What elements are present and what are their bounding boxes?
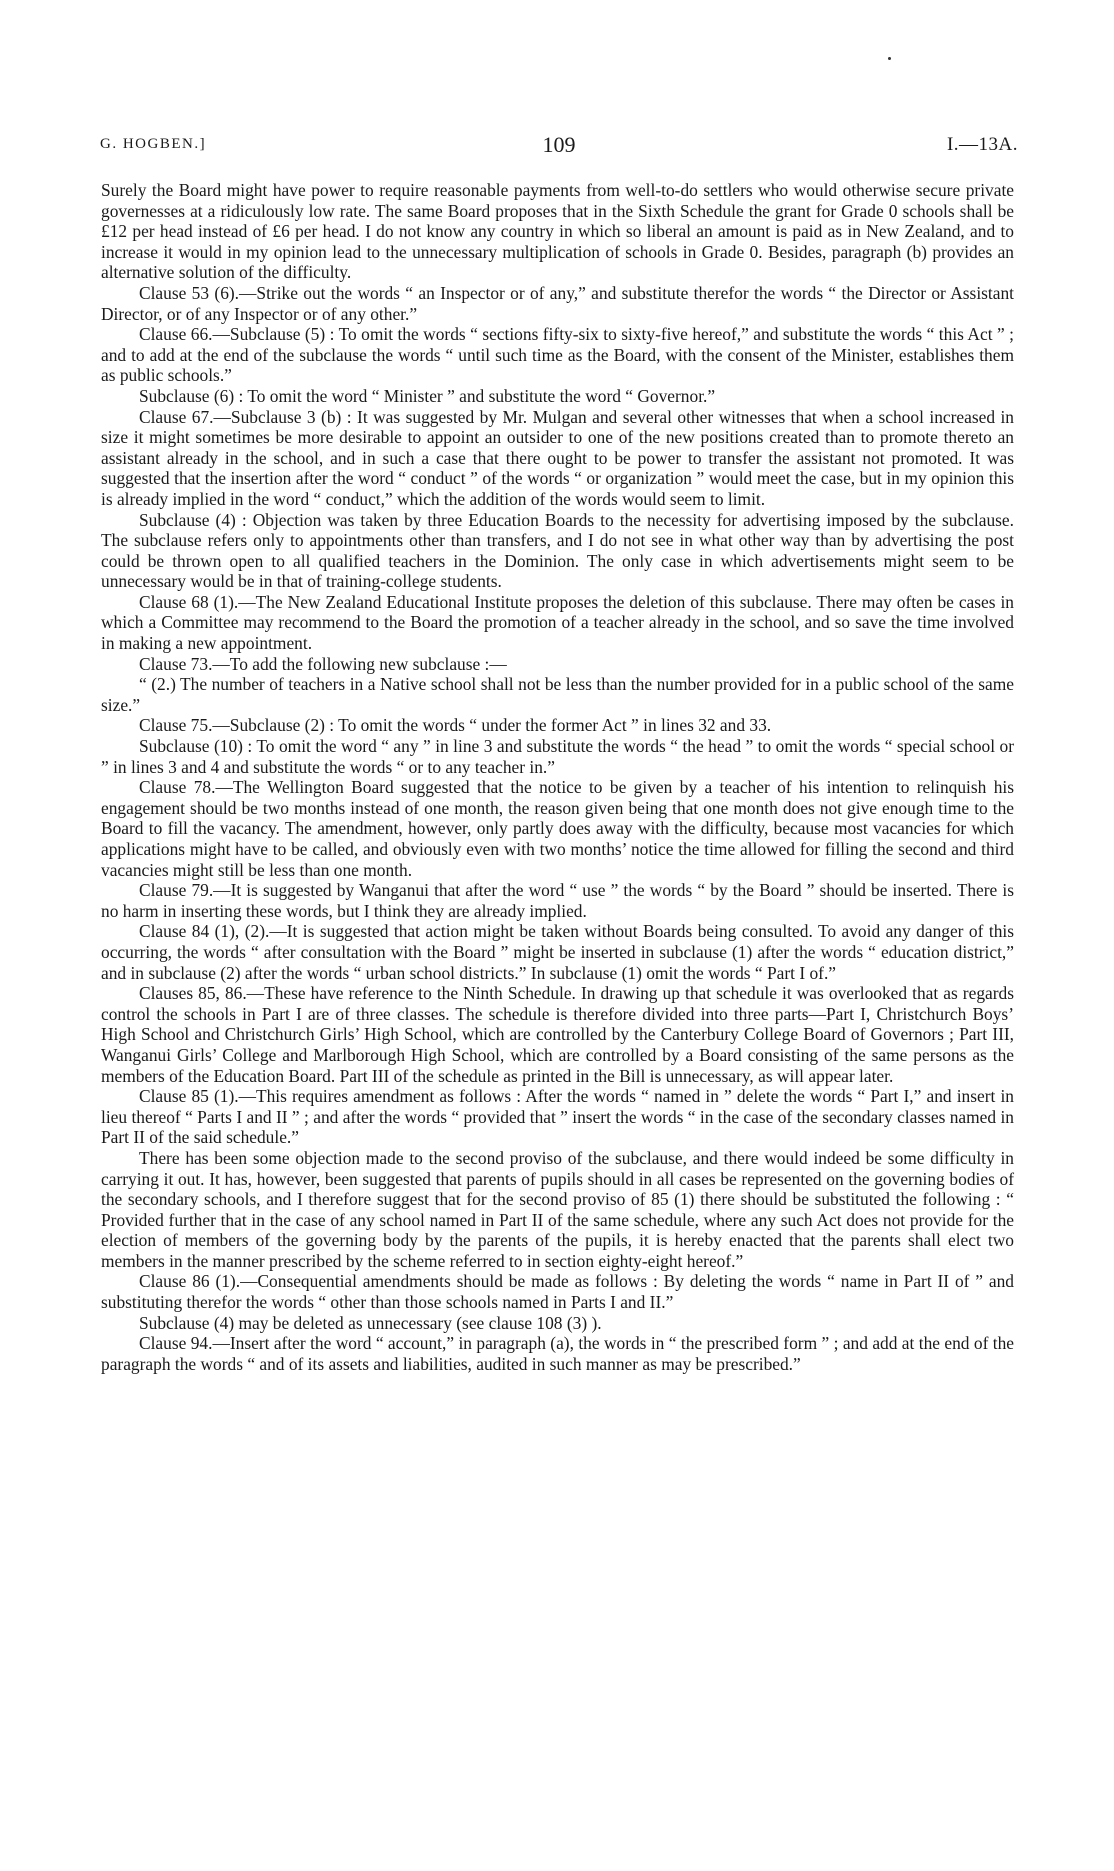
paragraph: Clause 66.—Subclause (5) : To omit the words “ sections fifty-six to sixty-five hereof,” and substitute the words “ this Act ” ; and to add at the end of the subclause the words “ until such time as the Board, with the consent of the Minister, establishes them as public schools.” xyxy=(101,324,1014,386)
page-number: 109 xyxy=(542,132,576,157)
paragraph: Subclause (6) : To omit the word “ Minister ” and substitute the word “ Governor.” xyxy=(139,385,716,406)
paragraph: Subclause (10) : To omit the word “ any ” in line 3 and substitute the words “ the head ” to omit the words “ special school or ” in lines 3 and 4 and substitute the words “ or to any teacher in.” xyxy=(101,736,1014,777)
paragraph: Surely the Board might have power to require reasonable payments from well-to-do settlers who would otherwise secure private governesses at a ridiculously low rate. The same Board proposes that in the Sixth Schedule the grant for Grade 0 schools shall be £12 per head instead of £6 per head. I do not know any country in which so liberal an amount is paid as in New Zealand, and to increase it would in my opinion lead to the unnecessary multiplication of schools in Grade 0. Besides, paragraph (b) provides an alternative solution of the difficulty. xyxy=(101,180,1014,283)
paragraph: Clauses 85, 86.—These have reference to the Ninth Schedule. In drawing up that schedule it was overlooked that as regards control the schools in Part I are of three classes. The schedule is therefore divided into three parts—Part I, Christchurch Boys’ High School and Christchurch Girls’ High School, which are controlled by the Canterbury College Board of Governors ; Part III, Wanganui Girls’ College and Marlborough High School, which are controlled by a Board consisting of the same persons as the members of the Education Board. Part III of the schedule as printed in the Bill is unnecessary, as will appear later. xyxy=(101,983,1014,1086)
page-header xyxy=(100,132,1018,162)
paragraph: Clause 78.—The Wellington Board suggested that the notice to be given by a teacher of his intention to relinquish his engagement should be two months instead of one month, the reason given being that one month does not give enough time to the Board to fill the vacancy. The amendment, however, only partly does away with the difficulty, because most vacancies for which applications might have to be called, and obviously even with two months’ notice the time allowed for filling the second and third vacancies might still be less than one month. xyxy=(101,777,1014,880)
paragraph: Clause 94.—Insert after the word “ account,” in paragraph (a), the words in “ the prescribed form ” ; and add at the end of the paragraph the words “ and of its assets and liabilities, audited in such manner as may be prescribed.” xyxy=(101,1333,1014,1374)
ink-speck xyxy=(888,57,891,60)
paragraph: Clause 85 (1).—This requires amendment as follows : After the words “ named in ” delete the words “ Part I,” and insert in lieu thereof “ Parts I and II ” ; and after the words “ provided that ” insert the words “ in the case of the secondary classes named in Part II of the said schedule.” xyxy=(101,1086,1014,1148)
paragraph: Subclause (4) : Objection was taken by three Education Boards to the necessity for advertising imposed by the subclause. The subclause refers only to appointments other than transfers, and I do not see in what other way than by advertising the post could be thrown open to all qualified teachers in the Dominion. The only case in which advertisements might seem to be unnecessary would be in that of training-college students. xyxy=(101,509,1014,592)
paragraph: Subclause (4) may be deleted as unnecessary (see clause 108 (3) ). xyxy=(139,1312,602,1333)
paragraph: There has been some objection made to the second proviso of the subclause, and there would indeed be some difficulty in carrying it out. It has, however, been suggested that parents of pupils should in all cases be represented on the governing bodies of the secondary schools, and I therefore suggest that for the second proviso of 85 (1) there should be substituted the following : “ Provided further that in the case of any school named in Part II of the same schedule, where any such Act does not provide for the election of members of the governing body by the parents of the pupils, it is hereby enacted that the parents shall elect two members in the manner prescribed by the scheme referred to in section eighty-eight hereof.” xyxy=(101,1147,1014,1271)
header-author: G. HOGBEN.] xyxy=(100,136,207,152)
body-text xyxy=(101,180,1014,1374)
paragraph: Clause 68 (1).—The New Zealand Educational Institute proposes the deletion of this subclause. There may often be cases in which a Committee may recommend to the Board the promotion of a teacher already in the school, and so save the time involved in making a new appointment. xyxy=(101,591,1014,654)
paragraph: “ (2.) The number of teachers in a Native school shall not be less than the number provided for in a public school of the same size.” xyxy=(101,674,1014,715)
paragraph: Clause 67.—Subclause 3 (b) : It was suggested by Mr. Mulgan and several other witnesses that when a school increased in size it might sometimes be more desirable to appoint an outsider to one of the new positions created than to promote thereto an assistant already in the school, and in such a case that there ought to be power to transfer the assistant not promoted. It was suggested that the insertion after the word “ conduct ” of the words “ or organization ” would meet the case, but in my opinion this is already implied in the word “ conduct,” which the addition of the words would seem to limit. xyxy=(101,406,1014,509)
paragraph: Clause 53 (6).—Strike out the words “ an Inspector or of any,” and substitute therefor the words “ the Director or Assistant Director, or of any Inspector or of any other.” xyxy=(101,282,1014,324)
paragraph: Clause 86 (1).—Consequential amendments should be made as follows : By deleting the words “ name in Part II of ” and substituting therefor the words “ other than those schools named in Parts I and II.” xyxy=(101,1271,1014,1313)
paragraph: Clause 73.—To add the following new subclause :— xyxy=(139,653,507,674)
paragraph: Clause 84 (1), (2).—It is suggested that action might be taken without Boards being consulted. To avoid any danger of this occurring, the words “ after consultation with the Board ” might be inserted in subclause (1) after the words “ education district,” and in subclause (2) after the words “ urban school districts.” In subclause (1) omit the words “ Part I of.” xyxy=(101,921,1014,983)
document-reference: I.—13A. xyxy=(946,134,1018,155)
paragraph: Clause 75.—Subclause (2) : To omit the words “ under the former Act ” in lines 32 and 33. xyxy=(139,715,772,736)
paragraph: Clause 79.—It is suggested by Wanganui that after the word “ use ” the words “ by the Board ” should be inserted. There is no harm in inserting these words, but I think they are already implied. xyxy=(101,880,1014,921)
